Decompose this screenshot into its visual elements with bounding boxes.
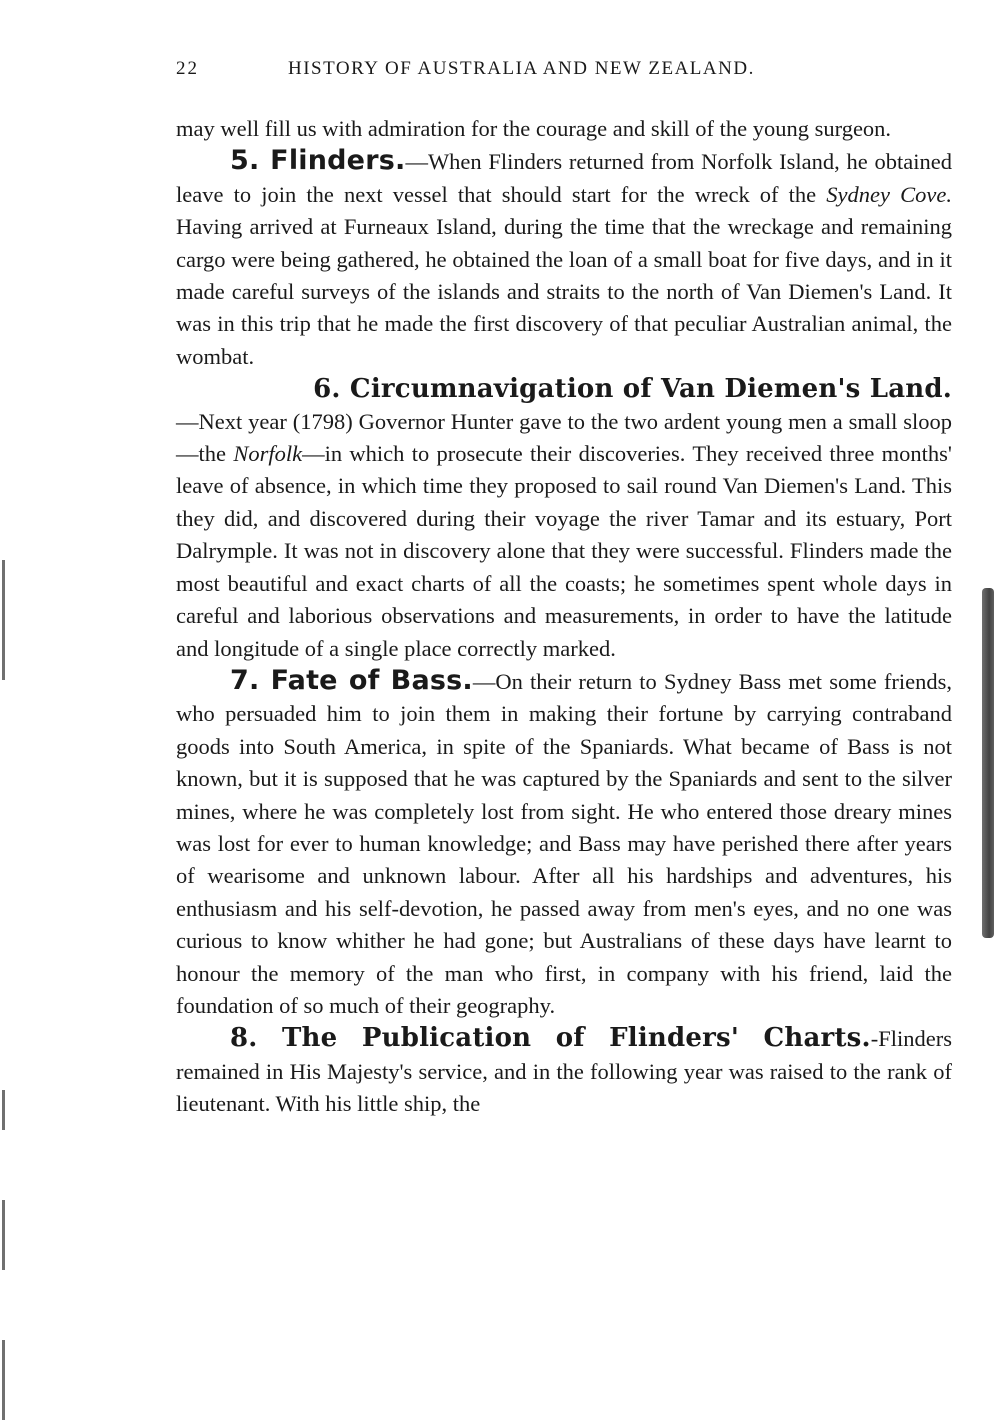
section-6-heading: 6. Circumnavigation of Van Diemen's Land.	[313, 374, 952, 405]
left-edge-mark	[2, 1090, 5, 1130]
left-edge-mark	[2, 1340, 5, 1420]
section-6-text-b: —in which to prosecute their discoveries. They received three months' leave of absence, in which time they proposed to sail round Van Diemen's Land. This they did, and discovered during their voyage the river Tamar and its estuary, Port Dalrymple. It was not in discovery alone that they were successful. Flinders made the most beautiful and exact charts of all the coasts; he sometimes spent whole days in careful and laborious observations and measurements, in order to have the latitude and longitude of a single place correctly marked.	[176, 441, 952, 661]
section-5-ship-name: Sydney Cove.	[826, 181, 952, 207]
section-5-heading: 5. Flinders.	[230, 145, 406, 177]
section-8	[176, 1022, 952, 1120]
section-5-text-a: —When Flinders returned from Norfolk Island, he obtained leave to join the next vessel that should start for the wreck of the	[176, 149, 952, 207]
section-5-text-b: Having arrived at Furneaux Island, during the time that the wreckage and remaining cargo were being gathered, he obtained the loan of a small boat for five days, and in it made careful surveys of the islands and straits to the north of Van Diemen's Land. It was in this trip that he made the first discovery of that peculiar Australian animal, the wombat.	[176, 214, 952, 369]
page-number: 22	[176, 58, 199, 79]
section-8-heading: 8. The Publication of Flinders' Charts.	[230, 1023, 871, 1054]
section-7	[176, 665, 952, 1022]
binding-edge-shadow	[982, 588, 994, 938]
section-7-heading: 7. Fate of Bass.	[230, 664, 473, 696]
body-text	[176, 113, 952, 1121]
running-title: HISTORY OF AUSTRALIA AND NEW ZEALAND.	[288, 58, 755, 79]
section-6	[176, 373, 952, 665]
section-5	[176, 145, 952, 373]
page-header	[176, 58, 960, 88]
section-8-text: -Flinders remained in His Majesty's service, and in the following year was raised to the rank of lieutenant. With his little ship, the	[176, 1026, 952, 1117]
section-7-text: —On their return to Sydney Bass met some friends, who persuaded him to join them in making their fortune by carrying contraband goods into South America, in spite of the Spaniards. What became of Bass is not known, but it is supposed that he was captured by the Spaniards and sent to the silver mines, where he was completely lost from sight. He who entered those dreary mines was lost for ever to human knowledge; and Bass may have perished there after years of wearisome and unknown labour. After all his hardships and adventures, his enthusiasm and his self-devotion, he passed away from men's eyes, and no one was curious to know whither he had gone; but Australians of these days have learnt to honour the memory of the man who first, in company with his friend, laid the foundation of so much of their geography.	[176, 668, 952, 1018]
section-6-text-a: —Next year (1798) Governor Hunter gave to the two ardent young men a small sloop—the	[176, 408, 952, 467]
left-edge-mark	[2, 1200, 5, 1270]
intro-paragraph: may well fill us with admiration for the courage and skill of the young surgeon.	[176, 116, 892, 141]
left-edge-mark	[2, 560, 5, 680]
section-6-ship-name: Norfolk	[233, 441, 303, 467]
